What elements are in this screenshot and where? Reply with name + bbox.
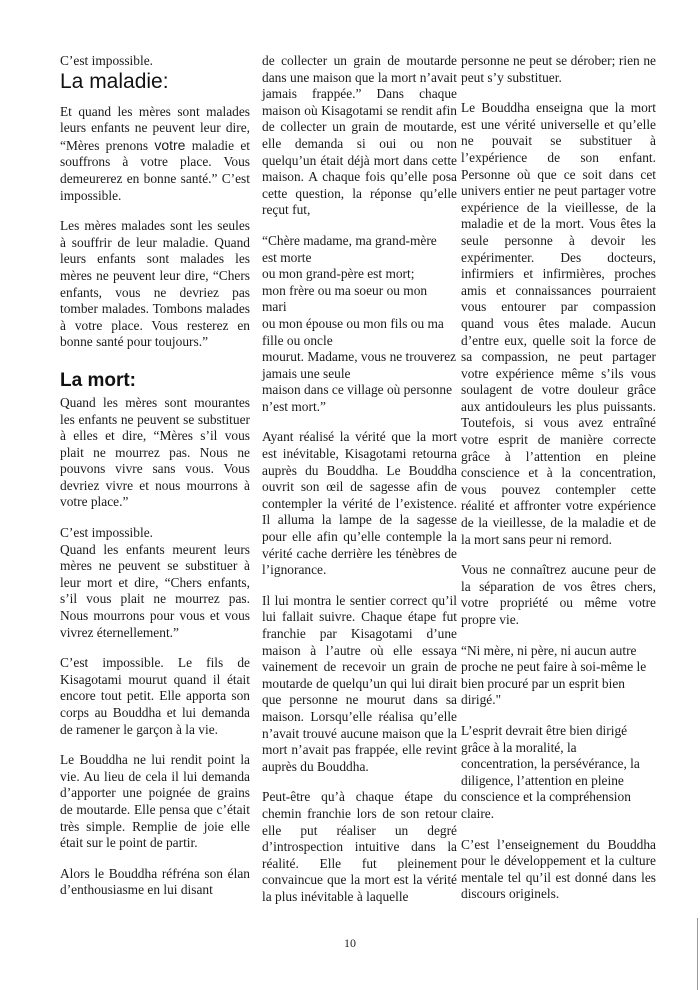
paragraph (60, 104, 250, 205)
quote-line: est morte (262, 249, 312, 265)
column-left (60, 53, 250, 913)
text-run: maladie et souffrons à votre place. Vous demeurerez en bonne santé.” C’est impossible. (60, 137, 250, 203)
quote-line: maison dans ce village où personne n’est mort.” (262, 382, 453, 414)
paragraph: Quand les enfants meurent leurs mères ne peuvent se substituer à leur mort et dire, “Chers enfants, s’il vous plait ne mourrez pas. Nous mourrons pour vous et vous vivrez éternellement.” (60, 541, 250, 640)
quote-line: mari (262, 299, 287, 315)
paragraph: C’est impossible. Le fils de Kisagotami mourut quand il était encore tout petit. Elle apporta son corps au Bouddha et lui demanda de ramener le garçon à la vie. (60, 655, 250, 737)
paragraph: Le Bouddha enseigna que la mort est une vérité universelle et qu’elle ne pouvait se substituer à l’expérience de son enfant. Personne où que ce soit dans cet univers entier ne peut partager votre expérience de la vieillesse, de la maladie et de la mort. Vous êtes la seule personne à devoir les expérimenter. Des docteurs, infirmiers et infirmières, proches amis et connaissances pourraient vous entourer par compassion quand vous êtes malade. Aucun d’entre eux, quelle soit la force de sa compassion, ne peut partager votre expérience même s’ils vous soulagent de votre douleur grâce aux antidouleurs les plus puissants. Toutefois, si vous avez entraîné votre esprit de manière correcte grâce à l’attention en pleine conscience et à la concentration, vous pouvez contempler cette réalité et affronter votre expérience de la vieillesse, de la maladie et de la mort sans peur ni remord. (461, 100, 656, 547)
text-run: Et quand les mères sont malades leurs enfants ne peuvent leur dire, “Mères prenons (60, 103, 250, 153)
paragraph: Les mères malades sont les seules à souffrir de leur maladie. Quand leurs enfants sont malades les mères ne peuvent leur dire, “Chers enfants, vous ne devriez pas tomber malades. Tombons malades à votre place. Vous resterez en bonne santé pour toujours.” (60, 218, 250, 350)
paragraph: Ayant réalisé la vérité que la mort est inévitable, Kisagotami retourna auprès du Bouddha. Le Bouddha ouvrit son œil de sagesse afin de contempler la vérité de l’existence. Il alluma la lampe de la sagesse pour elle afin qu’elle contemple la vérité cache derrière les ténèbres de l’ignorance. (262, 429, 457, 578)
column-middle (262, 53, 457, 920)
quote-line: mon frère ou ma soeur ou mon (262, 282, 428, 298)
quote-line: “Chère madame, ma grand-mère (262, 232, 437, 248)
heading-la-mort: La mort: (60, 369, 136, 391)
quote-line: fille ou oncle (262, 332, 333, 348)
paragraph: Il lui montra le sentier correct qu’il lui fallait suivre. Chaque étape fut franchie par Kisagotami d’une maison à l’autre où elle essaya vainement de recevoir un grain de moutarde de quelqu’un qui lui dirait que personne ne mourut dans sa maison. Lorsqu’elle réalisa qu’elle n’avait trouvé aucune maison que la mort n’avait pas frappée, elle revint auprès du Bouddha. (262, 592, 457, 774)
quote-line: mourut. Madame, vous ne trouverez jamais une seule (262, 349, 457, 381)
quote-paragraph: “Ni mère, ni père, ni aucun autre proche ne peut faire à soi-même le bien procuré par un esprit bien dirigé." (461, 642, 647, 708)
column-right (461, 53, 656, 917)
page-number: 10 (344, 936, 356, 950)
paragraph: Peut-être qu’à chaque étape du chemin franchie lors de son retour elle put réaliser un degré d’introspection intuitive dans la réalité. Elle fut pleinement convaincue que la mort est la vérité la plus inévitable à laquelle (262, 789, 457, 904)
paragraph: Quand les mères sont mourantes les enfants ne peuvent se substituer à elles et dire, “Mères s’il vous plait ne mourrez pas. Nous ne pouvons vivre sans vous. Vous devriez vivre et nous mourrons à votre place.” (60, 394, 250, 510)
scan-edge-line (697, 918, 698, 990)
paragraph: C’est l’enseignement du Bouddha pour le développement et la culture mentale tel qu’il est donné dans les discours originels. (461, 836, 656, 902)
paragraph: Vous ne connaîtrez aucune peur de la séparation de vos êtres chers, votre propriété ou même votre propre vie. (461, 562, 656, 627)
paragraph: C’est impossible. (60, 525, 153, 541)
paragraph: L’esprit devrait être bien dirigé grâce à la moralité, la concentration, la persévérance, la diligence, l’attention en pleine conscience et la compréhension claire. (461, 722, 640, 821)
paragraph: C’est impossible. (60, 53, 153, 68)
paragraph: personne ne peut se dérober; rien ne peut s’y substituer. (461, 53, 656, 85)
text-run-sans: votre (154, 136, 186, 153)
heading-la-maladie: La maladie: (60, 69, 169, 93)
quote-line: ou mon grand-père est mort; (262, 266, 415, 282)
quote-line: ou mon épouse ou mon fils ou ma (262, 315, 444, 331)
paragraph: de collecter un grain de moutarde dans une maison que la mort n’avait jamais frappée.” Dans chaque maison où Kisagotami se rendit afin de collecter un grain de moutarde, elle demanda si oui ou non quelqu’un était déjà mort dans cette maison. A chaque fois qu’elle posa cette question, la réponse qu’elle reçut fut, (262, 53, 457, 218)
paragraph: Alors le Bouddha réfréna son élan d’enthousiasme en lui disant (60, 865, 250, 898)
quote-block (262, 233, 457, 416)
paragraph: Le Bouddha ne lui rendit point la vie. Au lieu de cela il lui demanda d’apporter une poignée de grains de moutarde. Elle pensa que c’était très simple. Remplie de joie elle était sur le point de partir. (60, 752, 250, 851)
